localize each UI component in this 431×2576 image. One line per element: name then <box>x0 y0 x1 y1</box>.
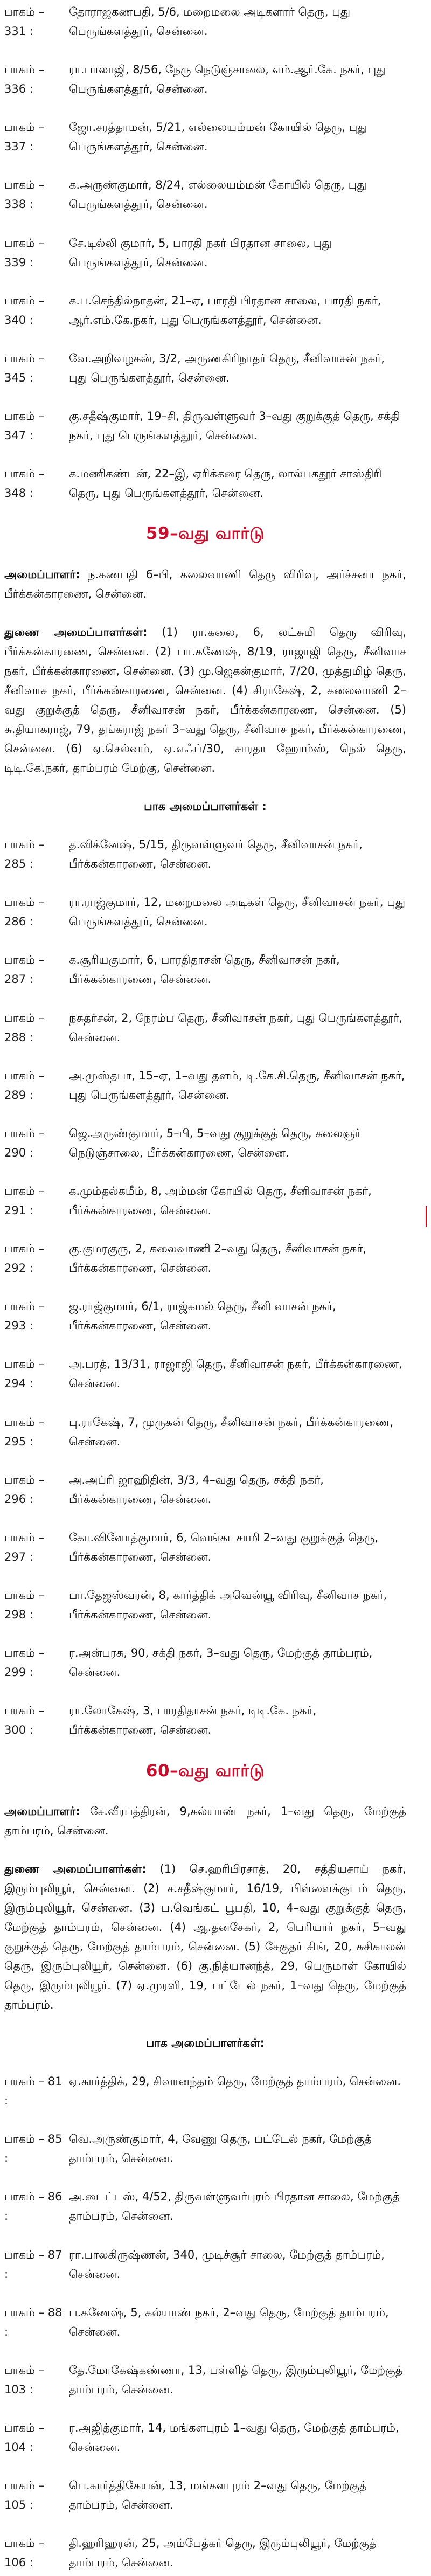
part-text: க.மும்தல்கமீம், 8, அம்மன் கோயில் தெரு, சீனிவாசன் நகர், பீர்க்கன்காரணை, சென்னை. <box>69 1184 372 1217</box>
part-text: ரா.பாலாஜி, 8/56, நேரு நெடுஞ்சாலை, எம்.ஆர்.கே. நகர், புது பெருங்களத்தூர், சென்னை. <box>69 63 386 96</box>
part-text: தே.மோகேஷ்கண்ணா, 13, பள்ளித் தெரு, இரும்புலியூர், மேற்குத் தாம்பரம், சென்னை. <box>69 2363 403 2396</box>
part-item <box>0 291 411 330</box>
part-text: அ.அப்ரி ஜாஹிதின், 3/3, 4–வது தெரு, சக்தி நகர், பீர்க்கன்காரணை, சென்னை. <box>69 1473 324 1506</box>
part-number: பாகம் – 85 : <box>4 2132 62 2165</box>
part-number: பாகம் – 347 : <box>4 410 45 442</box>
part-number: பாகம் – 336 : <box>4 63 45 96</box>
part-number: பாகம் – 106 : <box>4 2537 45 2570</box>
organizer-paragraph <box>0 565 411 604</box>
part-item <box>0 464 411 503</box>
part-text: ஜோ.சரத்தாமன், 5/21, எல்லையம்மன் கோயில் தெரு, புது பெருங்களத்தூர், சென்னை. <box>69 121 367 154</box>
deputy-paragraph <box>0 622 411 778</box>
part-number: பாகம் – 288 : <box>4 1011 45 1044</box>
part-number: பாகம் – 290 : <box>4 1126 45 1159</box>
part-text: ரா.ராஜ்குமார், 12, மறைமலை அடிகள் தெரு, சீனிவாசன் நகர், புது பெருங்களத்தூர், சென்னை. <box>69 896 406 929</box>
part-number: பாகம் – 296 : <box>4 1473 45 1506</box>
part-item <box>0 2 411 41</box>
part-item <box>0 2072 411 2110</box>
parts-subheading: பாக அமைப்பாளர்கள்: <box>145 2037 265 2049</box>
part-text: த.விக்னேஷ், 5/15, திருவள்ளுவர் தெரு, சீனிவாசன் நகர், பீர்க்கன்காரணை, சென்னை. <box>69 838 363 871</box>
part-text: ஜெ.அருண்குமார், 5–பி, 5–வது குறுக்குத் தெரு, கலைஞர் நெடுஞ்சாலை, பீர்க்கன்காரணை, சென்னை. <box>69 1126 361 1159</box>
part-text: நசுதர்சன், 2, நேரம்ப தெரு, சீனிவாசன் நகர், புது பெருங்களத்தூர், சென்னை. <box>69 1011 403 1044</box>
deputy-label: துணை அமைப்பாளர்கள்: <box>4 1862 147 1875</box>
deputy-text: (1) செ.ஹரிபிரசாத், 20, சத்தியசாய் நகர், இரும்புலியூர், சென்னை. (2) ச.சதீஷ்குமார், 16/19, பிள்ளைக்குடம் தெரு, இரும்புலியூர், சென்னை. (3) ப.வெங்கட் பூபதி, 10, 4–வது குறுக்குத் தெரு, மேற்குத் தாம்பரம், சென்னை. (4) ஆ.தனசேகர், 2, பெரியார் நகர், 5–வது குறுக்குத் தெரு, மேற்குத் தாம்பரம், சென்னை. (5) சேகுதர் சிங், 20, சுசிகாலன் தெரு, இரும்புலியூர், சென்னை. (6) கு.நித்யானந்த், 29, பெருமாள் கோயில் தெரு, இரும்புலியூர். (7) ஏ.முரளி, 19, பட்டேல் நகர், 1–வது தெரு, மேற்குத் தாம்பரம். <box>4 1862 406 2011</box>
part-number: பாகம் – 337 : <box>4 121 45 154</box>
part-text: சே.டில்லி குமார், 5, பாரதி நகர் பிரதான சாலை, புது பெருங்களத்தூர், சென்னை. <box>69 236 332 269</box>
part-item <box>0 1181 411 1220</box>
part-item <box>0 2187 411 2226</box>
part-text: க.மணிகண்டன், 22–இ, ஏரிக்கரை தெரு, லால்பகதூர் சாஸ்திரி தெரு, புது பெருங்களத்தூர், சென்னை. <box>69 467 382 500</box>
part-text: க.ப.செந்தில்நாதன், 21–ஏ, பாரதி பிரதான சாலை, பாரதி நகர், ஆர்.எம்.கே.நகர், புது பெருங்களத்தூர், சென்னை. <box>69 294 381 327</box>
part-text: ர.அஜித்குமார், 14, மங்களபுரம் 1–வது தெரு, மேற்குத் தாம்பரம், சென்னை. <box>69 2421 399 2454</box>
column-edge-mark <box>426 1206 427 1227</box>
part-number: பாகம் – 103 : <box>4 2363 45 2396</box>
part-item <box>0 1585 411 1624</box>
part-item <box>0 835 411 874</box>
part-item <box>0 406 411 445</box>
part-text: கு.சதீஷ்குமார், 19–சி, திருவள்ளுவர் 3–வது குறுக்குத் தெரு, சக்தி நகர், புது பெருங்களத்தூர், சென்னை. <box>69 410 400 442</box>
parts-subheading: பாக அமைப்பாளர்கள் : <box>144 799 267 813</box>
part-item <box>0 1354 411 1393</box>
part-text: ர.அன்பரசு, 90, சக்தி நகர், 3–வது தெரு, மேற்குத் தாம்பரம், சென்னை. <box>69 1646 373 1679</box>
part-item <box>0 117 411 156</box>
part-number: பாகம் – 339 : <box>4 236 45 269</box>
part-item <box>0 892 411 931</box>
ward-heading: 59–வது வார்டு <box>145 524 265 544</box>
part-number: பாகம் – 289 : <box>4 1069 45 1102</box>
part-item <box>0 2129 411 2168</box>
part-text: பா.தேஜஸ்வரன், 8, கார்த்திக் அவென்யூ விரிவு, சீனிவாச நகர், பீர்க்கன்காரணை, சென்னை. <box>69 1589 387 1622</box>
part-item <box>0 2303 411 2342</box>
organizer-label: அமைப்பாளர்: <box>4 567 80 581</box>
part-text: அ.முஸ்தபா, 15–ஏ, 1–வது தளம், டி.கே.சி.தெரு, சீனிவாசன் நகர், புது பெருங்களத்தூர், சென்னை. <box>69 1069 405 1102</box>
part-number: பாகம் – 299 : <box>4 1646 45 1679</box>
part-number: பாகம் – 87 : <box>4 2248 62 2281</box>
part-text: ஏ.கார்த்திக், 29, சிவானந்தம் தெரு, மேற்குத் தாம்பரம், சென்னை. <box>69 2075 401 2088</box>
part-text: பெ.கார்த்திகேயன், 13, மங்களபுரம் 2–வது தெரு, மேற்குத் தாம்பரம், சென்னை. <box>69 2479 367 2512</box>
part-item <box>0 950 411 989</box>
part-number: பாகம் – 292 : <box>4 1242 45 1275</box>
part-number: பாகம் – 331 : <box>4 5 45 38</box>
part-text: கு.குமரகுரு, 2, கலைவாணி 2–வது தெரு, சீனிவாசன் நகர், பீர்க்கன்காரணை, சென்னை. <box>69 1242 366 1275</box>
part-item <box>0 2533 411 2572</box>
part-number: பாகம் – 300 : <box>4 1704 45 1737</box>
part-item <box>0 1239 411 1278</box>
part-number: பாகம் – 298 : <box>4 1589 45 1622</box>
part-text: ப.கணேஷ், 5, கல்யாண் நகர், 2–வது தெரு, மேற்குத் தாம்பரம், சென்னை. <box>69 2305 389 2338</box>
organizer-text: சே.வீரபத்திரன், 9,கல்யாண் நகர், 1–வது தெரு, மேற்குத் தாம்பரம், சென்னை. <box>4 1804 406 1837</box>
organizer-paragraph <box>0 1802 411 1840</box>
part-text: க.அருண்குமார், 8/24, எல்லையம்மன் கோயில் தெரு, புது பெருங்களத்தூர், சென்னை. <box>69 178 367 211</box>
part-number: பாகம் – 297 : <box>4 1531 45 1563</box>
part-number: பாகம் – 88 : <box>4 2305 62 2338</box>
organizer-text: ந.கணபதி 6–பி, கலைவாணி தெரு விரிவு, அர்ச்சனா நகர், பீர்க்கன்காரணை, சென்னை. <box>4 567 406 600</box>
part-text: பு.ராகேஷ், 7, முருகன் தெரு, சீனிவாசன் நகர், பீர்க்கன்காரணை, சென்னை. <box>69 1415 394 1448</box>
part-item <box>0 2360 411 2399</box>
part-text: அ.பரத், 13/31, ராஜாஜி தெரு, சீனிவாசன் நகர், பீர்க்கன்காரணை, சென்னை. <box>69 1358 402 1390</box>
part-number: பாகம் – 104 : <box>4 2421 45 2454</box>
part-text: தி.ஹரிஹரன், 25, அம்பேத்கர் தெரு, இரும்புலியூர், மேற்குத் தாம்பரம், சென்னை. <box>69 2537 377 2570</box>
deputy-text: (1) ரா.கலை, 6, லட்சுமி தெரு விரிவு, பீர்க்கன்காரணை, சென்னை. (2) பா.கணேஷ், 8/19, ராஜாஜி தெரு, சீனிவாச நகர், பீர்க்கன்காரணை, சென்னை. (3) மு.ஜெகன்குமார், 7/20, முத்துமிழ் தெரு, சீனிவாச நகர், பீர்க்கன்காரணை, சென்னை. (4) சிராகேஷ், 2, கலைவாணி 2–வது குறுக்குத் தெரு, சீனிவாசன் நகர், பீர்க்கன்காரணை, சென்னை. (5) சு.தியாகராஜ், 79, தங்கராஜ் நகர் 3–வது தெரு, சீனிவாச நகர், பீர்க்கன்காரணை, சென்னை. (6) ஏ.செல்வம், ஏ.எஃப்/30, சாரதா ஹோம்ஸ், நெல் தெரு, டிடி.கே.நகர், தாம்பரம் மேற்கு, சென்னை. <box>4 625 406 774</box>
organizer-label: அமைப்பாளர்: <box>4 1804 80 1818</box>
part-item <box>0 2245 411 2284</box>
part-text: வே.அறிவழகன், 3/2, அருணகிரிநாதர் தெரு, சீனிவாசன் நகர், புது பெருங்களத்தூர், சென்னை. <box>69 351 385 384</box>
part-number: பாகம் – 295 : <box>4 1415 45 1448</box>
part-item <box>0 1297 411 1335</box>
part-number: பாகம் – 340 : <box>4 294 45 327</box>
part-number: பாகம் – 81 : <box>4 2075 62 2108</box>
part-item <box>0 1008 411 1047</box>
part-item <box>0 60 411 99</box>
part-item <box>0 349 411 387</box>
part-number: பாகம் – 105 : <box>4 2479 45 2512</box>
part-text: தோராஜகணபதி, 5/6, மறைமலை அடிகளார் தெரு, புது பெருங்களத்தூர், சென்னை. <box>69 5 351 38</box>
part-number: பாகம் – 294 : <box>4 1358 45 1390</box>
part-text: க.சூரியகுமார், 6, பாரதிதாசன் தெரு, சீனிவாசன் நகர், பீர்க்கன்காரணை, சென்னை. <box>69 953 340 986</box>
part-number: பாகம் – 338 : <box>4 178 45 211</box>
part-text: ரா.பாலகிருஷ்ணன், 340, முடிச்சூர் சாலை, மேற்குத் தாம்பரம், சென்னை. <box>69 2248 385 2281</box>
part-item <box>0 2418 411 2457</box>
part-item <box>0 1701 411 1740</box>
part-item <box>0 2476 411 2515</box>
part-item <box>0 1412 411 1451</box>
part-text: ஜ.ராஜ்குமார், 6/1, ராஜ்கமல் தெரு, சீனி வாசன் நகர், பீர்க்கன்காரணை, சென்னை. <box>69 1300 336 1333</box>
part-item <box>0 175 411 214</box>
ward-heading: 60–வது வார்டு <box>145 1761 265 1781</box>
deputy-label: துணை அமைப்பாளர்கள்: <box>4 625 148 639</box>
part-item <box>0 1643 411 1682</box>
part-text: அ.டைட்டஸ், 4/52, திருவள்ளுவர்புரம் பிரதான சாலை, மேற்குத் தாம்பரம், சென்னை. <box>69 2190 400 2223</box>
part-item <box>0 1066 411 1105</box>
part-number: பாகம் – 348 : <box>4 467 45 500</box>
part-item <box>0 1528 411 1567</box>
part-number: பாகம் – 345 : <box>4 351 45 384</box>
part-item <box>0 1470 411 1509</box>
deputy-paragraph <box>0 1859 411 2014</box>
part-number: பாகம் – 291 : <box>4 1184 45 1217</box>
part-text: வெ.அருண்குமார், 4, வேணு தெரு, பட்டேல் நகர், மேற்குத் தாம்பரம், சென்னை. <box>69 2132 372 2165</box>
part-number: பாகம் – 286 : <box>4 896 45 929</box>
part-text: கோ.விளோத்குமார், 6, வெங்கடசாமி 2–வது குறுக்குத் தெரு, பீர்க்கன்காரணை, சென்னை. <box>69 1531 379 1563</box>
part-item <box>0 233 411 272</box>
part-item <box>0 1124 411 1162</box>
part-number: பாகம் – 285 : <box>4 838 45 871</box>
part-number: பாகம் – 293 : <box>4 1300 45 1333</box>
part-text: ரா.லோகேஷ், 3, பாரதிதாசன் நகர், டிடி.கே. நகர், பீர்க்கன்காரணை, சென்னை. <box>69 1704 317 1737</box>
part-number: பாகம் – 86 : <box>4 2190 62 2223</box>
part-number: பாகம் – 287 : <box>4 953 45 986</box>
